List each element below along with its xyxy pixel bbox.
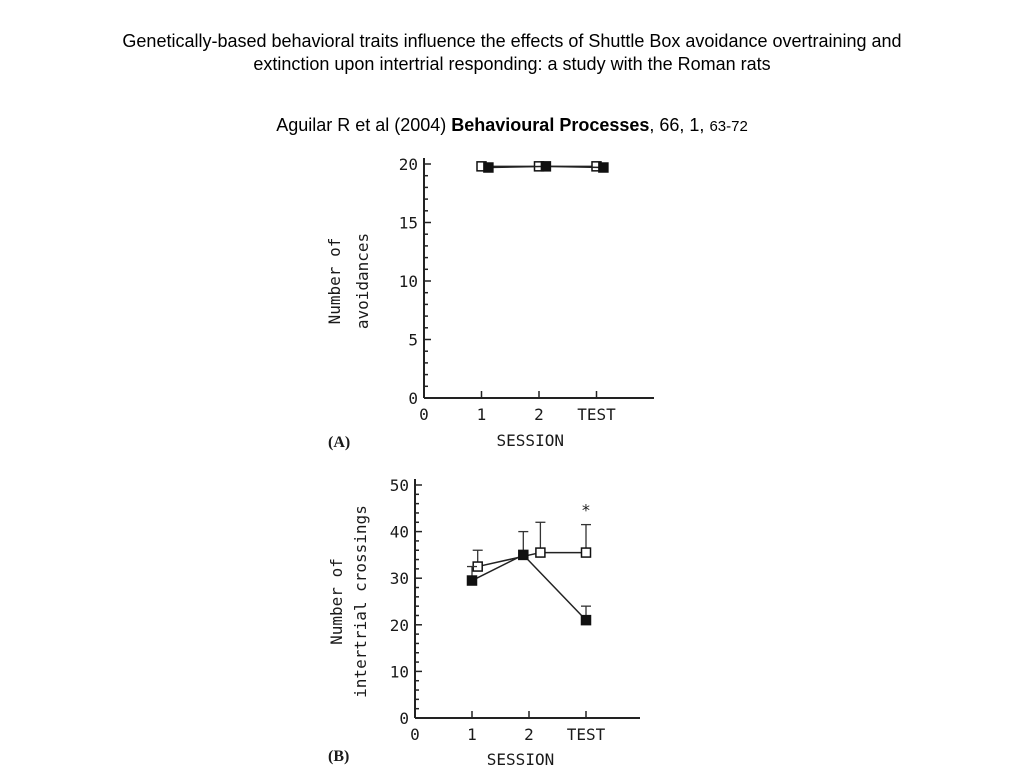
x-tick-label: 0	[419, 405, 429, 424]
panel-label: (B)	[328, 748, 350, 765]
slide-title-line-2: extinction upon intertrial responding: a study with the Roman rats	[253, 54, 771, 74]
chart-panel-a	[325, 155, 654, 451]
data-point-filled	[468, 576, 477, 585]
panel-label: (A)	[328, 434, 351, 451]
data-point-filled	[599, 163, 608, 172]
y-tick-label: 20	[398, 155, 418, 174]
y-tick-label: 40	[389, 522, 409, 542]
y-tick-label: 0	[408, 389, 418, 408]
data-point-filled	[484, 163, 493, 172]
y-tick-label: 0	[399, 709, 409, 728]
y-tick-label: 10	[389, 662, 409, 682]
x-tick-label: TEST	[577, 405, 616, 424]
x-tick-label: 2	[534, 405, 544, 424]
citation-journal: Behavioural Processes	[451, 115, 650, 135]
x-tick-label: 0	[410, 725, 420, 744]
data-point-open	[582, 548, 591, 557]
citation-volume-issue: , 66, 1,	[649, 115, 710, 135]
chart-panel-b	[327, 476, 640, 768]
series-filled-square	[484, 162, 608, 172]
x-tick-label: 1	[467, 725, 477, 744]
y-tick-label: 20	[389, 615, 409, 635]
y-axis-label-line-1: Number of	[327, 558, 346, 645]
y-axis-label-line-1: Number of	[325, 237, 344, 325]
data-point-filled	[582, 616, 591, 625]
y-axis-label-line-2: avoidances	[353, 232, 372, 330]
x-tick-label: 1	[476, 405, 487, 424]
y-axis-label-line-2: intertrial crossings	[351, 505, 370, 698]
x-tick-label: TEST	[566, 725, 606, 744]
x-axis-label: SESSION	[496, 431, 564, 450]
y-tick-label: 15	[398, 213, 418, 233]
data-point-open	[536, 548, 545, 557]
citation-pages: 63-72	[709, 118, 748, 135]
y-tick-label: 30	[389, 569, 409, 589]
y-tick-label: 50	[389, 476, 409, 495]
y-tick-label: 10	[398, 272, 418, 291]
data-point-filled	[541, 162, 550, 171]
x-axis-label: SESSION	[486, 750, 555, 768]
y-tick-label: 5	[408, 330, 418, 350]
citation-authors: Aguilar R et al (2004)	[276, 115, 452, 135]
x-tick-label: 2	[524, 725, 534, 744]
slide-title-line-1: Genetically-based behavioral traits influence the effects of Shuttle Box avoidance overtraining and	[122, 31, 902, 51]
data-point-filled	[519, 550, 528, 559]
significance-marker: *	[581, 500, 591, 520]
series-filled-square	[467, 532, 591, 625]
